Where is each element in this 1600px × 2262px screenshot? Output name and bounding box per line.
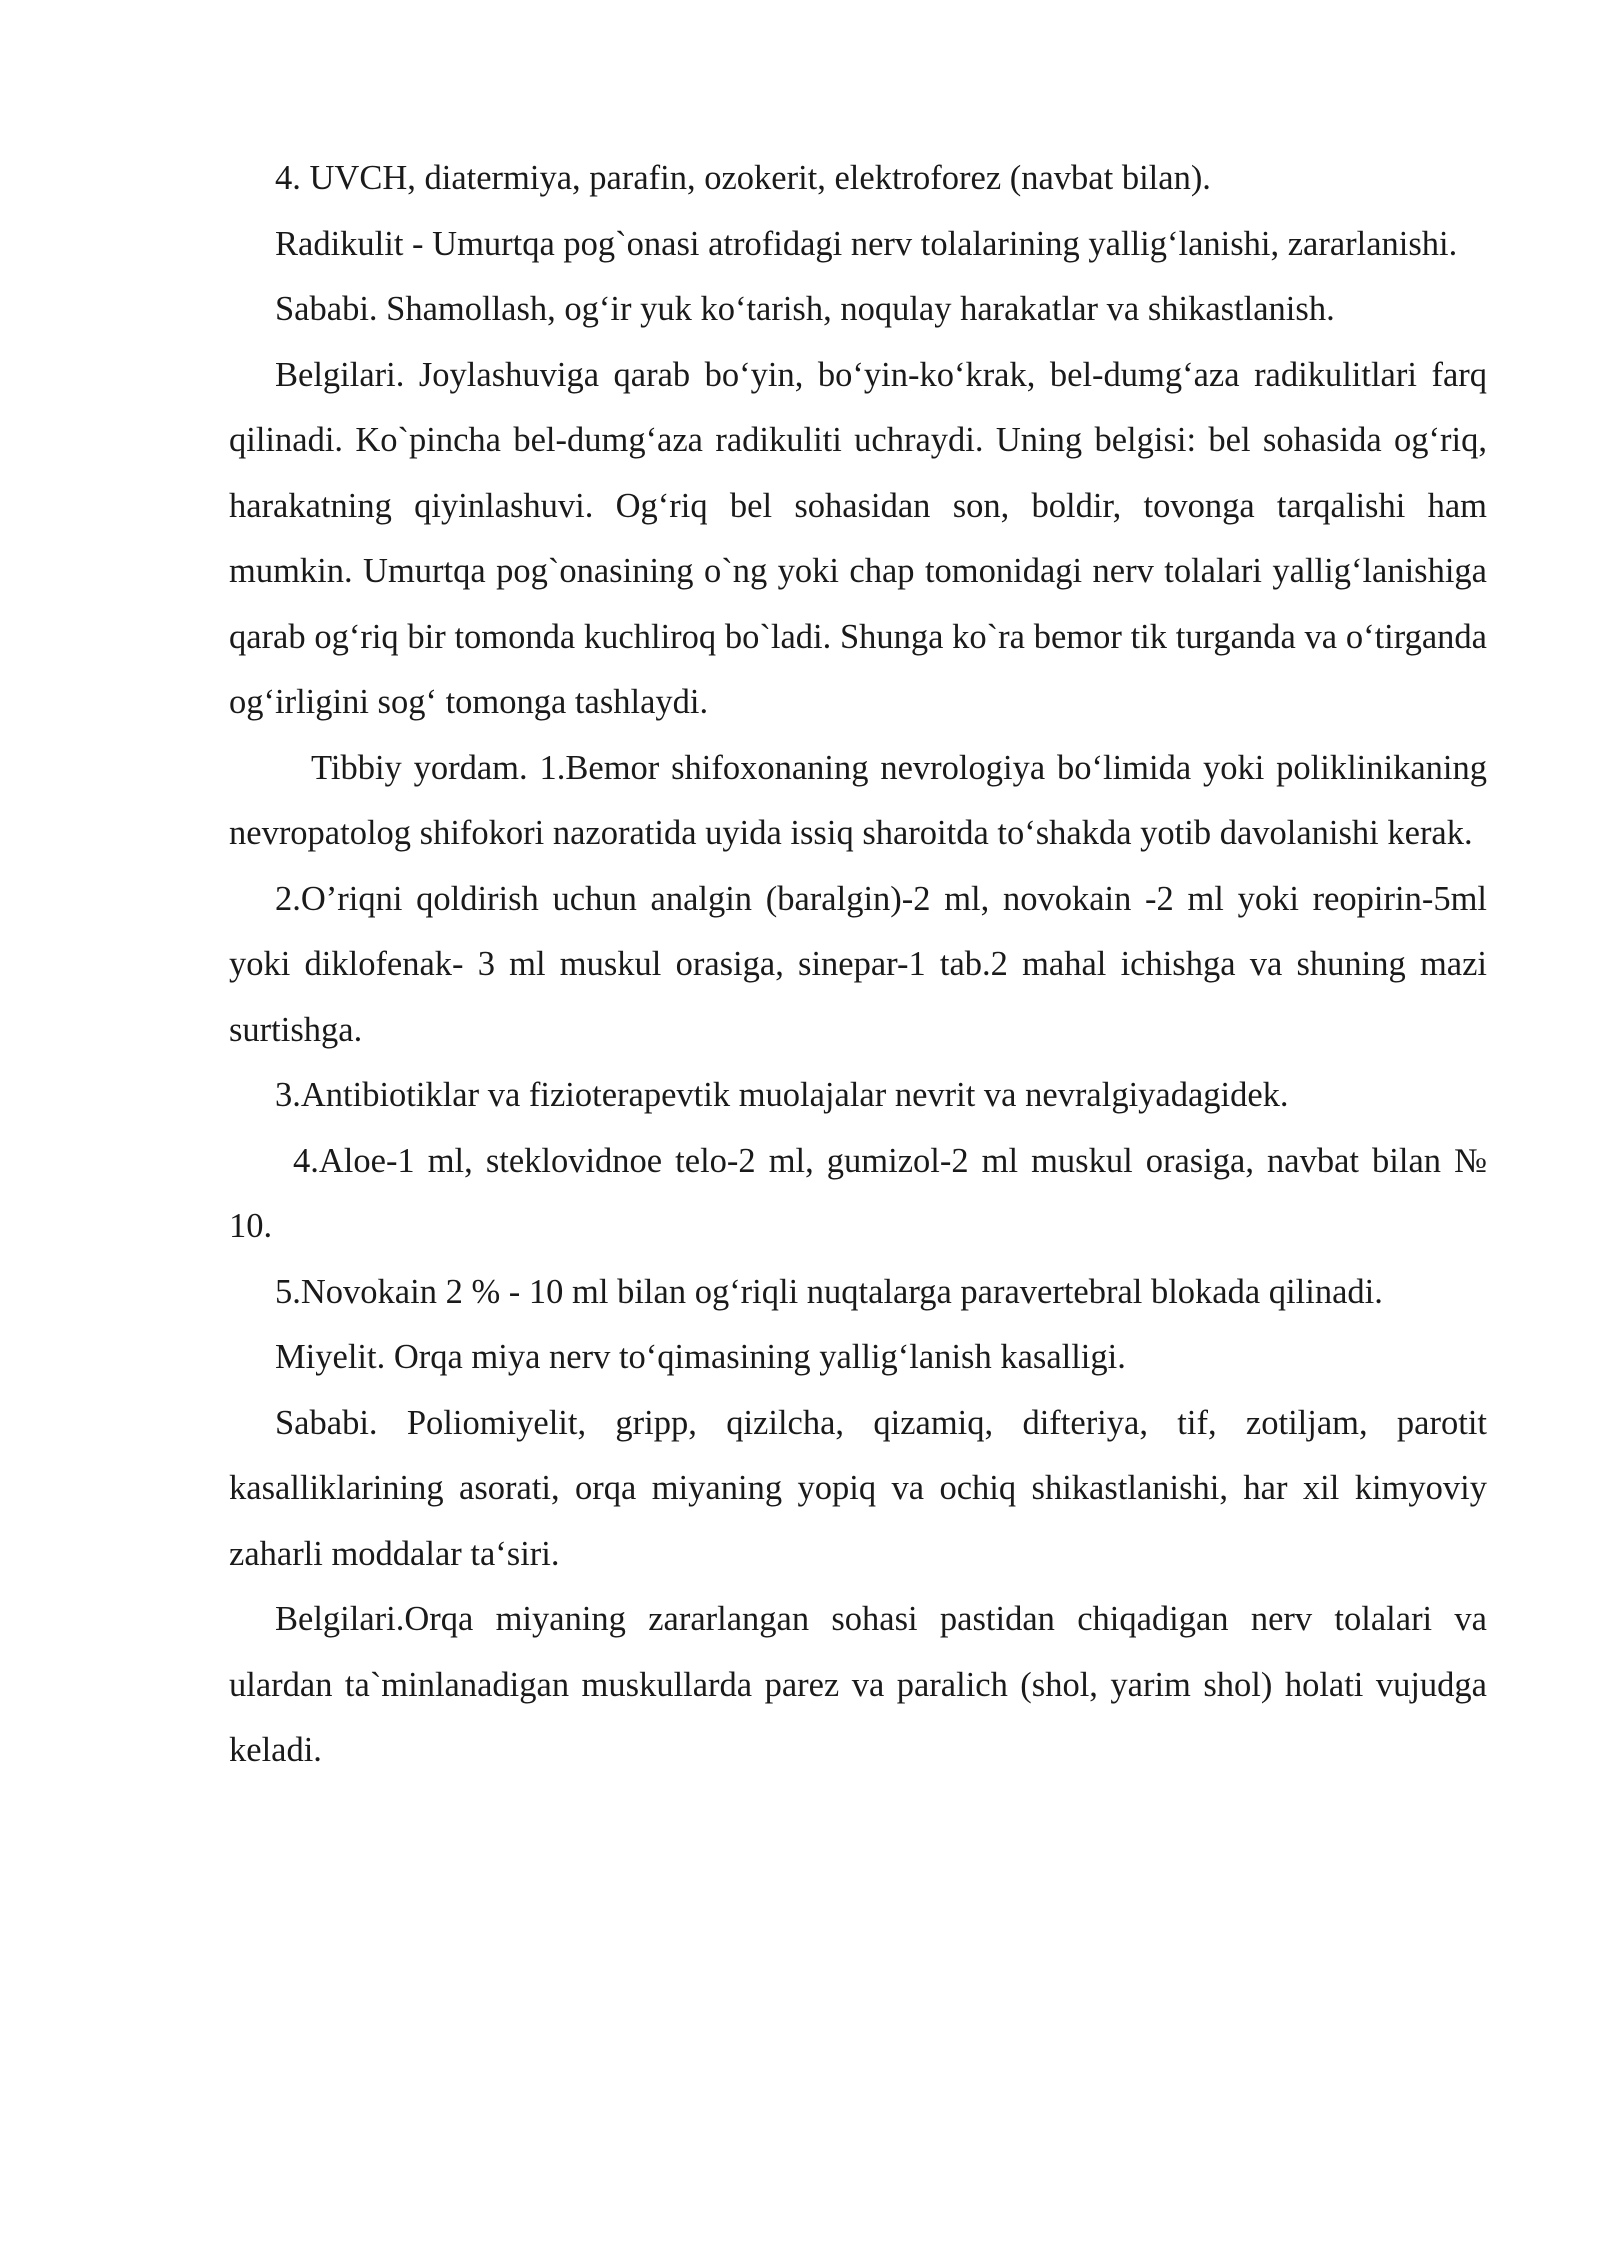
paragraph-medical-aid-3: 3.Antibiotiklar va fizioterapevtik muolajalar nevrit va nevralgiyadagidek.: [275, 1076, 1289, 1114]
paragraph-medical-aid-1: Tibbiy yordam. 1.Bemor shifoxonaning nevrologiya bo‘limida yoki poliklinikaning nevropatolog shifokori nazoratida uyida issiq sharoitda to‘shakda yotib davolanishi kerak.: [229, 748, 1487, 852]
paragraph-miyelit-symptoms: Belgilari.Orqa miyaning zararlangan sohasi pastidan chiqadigan nerv tolalari va ulardan ta`minlanadigan muskullarda parez va paralich (shol, yarim shol) holati vujudga keladi.: [229, 1600, 1487, 1769]
document-page: [229, 146, 1487, 1784]
paragraph-radikulit-causes: Sababi. Shamollash, og‘ir yuk ko‘tarish, noqulay harakatlar va shikastlanish.: [275, 290, 1335, 328]
paragraph-radikulit-symptoms: Belgilari. Joylashuviga qarab bo‘yin, bo‘yin-ko‘krak, bel-dumg‘aza radikulitlari farq qilinadi. Ko`pincha bel-dumg‘aza radikuliti uchraydi. Uning belgisi: bel sohasida og‘riq, harakatning qiyinlashuvi. Og‘riq bel sohasidan son, boldir, tovonga tarqalishi ham mumkin. Umurtqa pog`onasining o`ng yoki chap tomonidagi nerv tolalari yallig‘lanishiga qarab og‘riq bir tomonda kuchliroq bo`ladi. Shunga ko`ra bemor tik turganda va o‘tirganda og‘irligini sog‘ tomonga tashlaydi.: [229, 355, 1487, 721]
paragraph-miyelit-definition: Miyelit. Orqa miya nerv to‘qimasining yallig‘lanish kasalligi.: [275, 1338, 1126, 1376]
paragraph-miyelit-causes: Sababi. Poliomiyelit, gripp, qizilcha, qizamiq, difteriya, tif, zotiljam, parotit kasalliklarining asorati, orqa miyaning yopiq va ochiq shikastlanishi, har xil kimyoviy zaharli moddalar ta‘siri.: [229, 1403, 1487, 1573]
paragraph-physio-treatment: 4. UVCH, diatermiya, parafin, ozokerit, elektroforez (navbat bilan).: [275, 159, 1211, 197]
paragraph-medical-aid-2: 2.O’riqni qoldirish uchun analgin (baralgin)-2 ml, novokain -2 ml yoki reopirin-5ml yoki diklofenak- 3 ml muskul orasiga, sinepar-1 tab.2 mahal ichishga va shuning mazi surtishga.: [229, 879, 1487, 1049]
paragraph-medical-aid-5: 5.Novokain 2 % - 10 ml bilan og‘riqli nuqtalarga paravertebral blokada qilinadi.: [275, 1272, 1383, 1311]
paragraph-medical-aid-4: 4.Aloe-1 ml, steklovidnoe telo-2 ml, gumizol-2 ml muskul orasiga, navbat bilan № 10.: [229, 1141, 1487, 1245]
paragraph-radikulit-definition: Radikulit - Umurtqa pog`onasi atrofidagi nerv tolalarining yallig‘lanishi, zararlanishi.: [275, 224, 1458, 263]
